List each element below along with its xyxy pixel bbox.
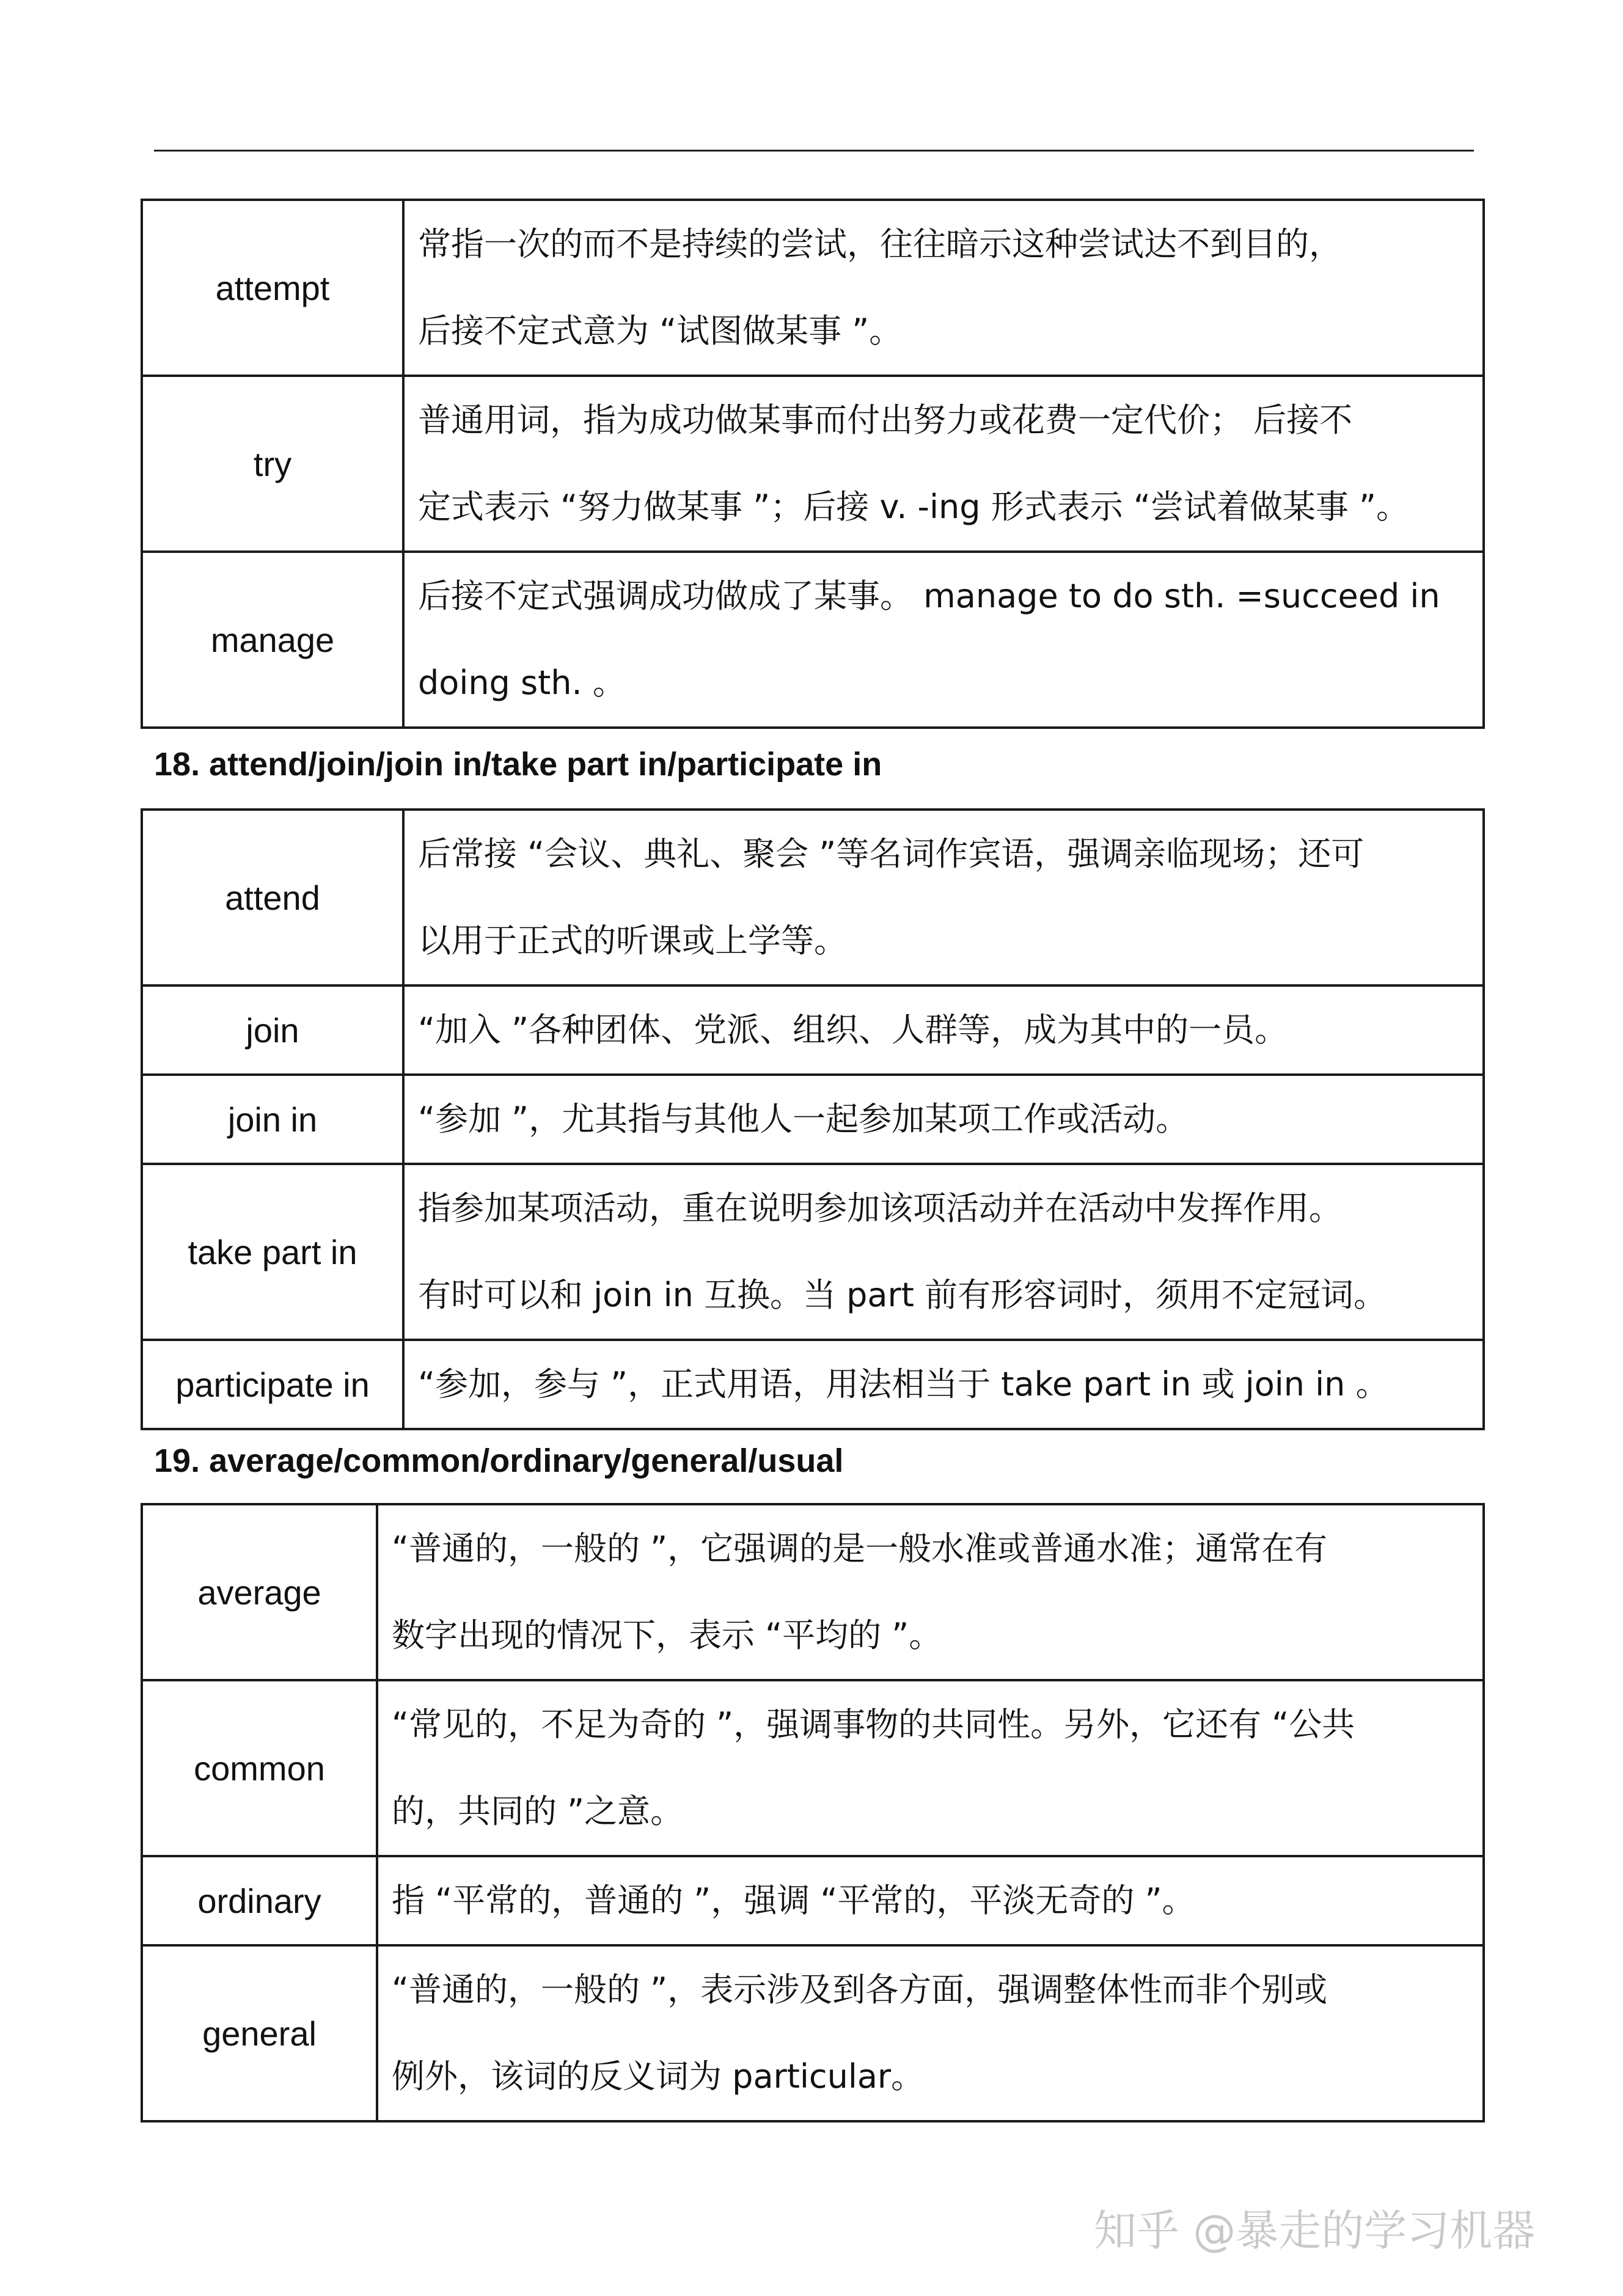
definition-cell <box>377 1680 1484 1856</box>
definition-line: 后接不定式强调成功做成了某事。 manage to do sth. =succeed in <box>418 577 1440 615</box>
table-row <box>142 1680 1484 1856</box>
definition-cell <box>403 200 1484 376</box>
term-cell: ordinary <box>142 1856 377 1945</box>
section-heading-19: 19. average/common/ordinary/general/usual <box>154 1442 844 1479</box>
definition-cell <box>403 985 1484 1075</box>
table-row <box>142 1340 1484 1429</box>
definition-cell <box>403 810 1484 985</box>
table-row <box>142 376 1484 552</box>
definition-cell <box>403 1164 1484 1340</box>
definition-line: “普通的，一般的 ”，表示涉及到各方面，强调整体性而非个别或 <box>392 1970 1328 2009</box>
term-cell: manage <box>142 552 403 728</box>
definition-line: 后常接 “会议、典礼、聚会 ”等名词作宾语，强调亲临现场；还可 <box>418 835 1365 873</box>
term-cell: join <box>142 985 403 1075</box>
term-cell: common <box>142 1680 377 1856</box>
table-row <box>142 1945 1484 2121</box>
definition-line: 后接不定式意为 “试图做某事 ”。 <box>418 312 903 350</box>
term-cell: participate in <box>142 1340 403 1429</box>
definition-cell <box>377 1504 1484 1680</box>
definition-cell <box>403 1340 1484 1429</box>
table-row <box>142 1504 1484 1680</box>
zhihu-watermark: 知乎 @暴走的学习机器 <box>1094 2206 1536 2256</box>
vocab-table-17 <box>141 199 1485 729</box>
vocab-table-18 <box>141 808 1485 1430</box>
table-row <box>142 1075 1484 1164</box>
header-rule <box>154 150 1474 152</box>
vocab-table-19 <box>141 1503 1485 2122</box>
definition-line: 以用于正式的听课或上学等。 <box>418 921 847 960</box>
definition-cell <box>377 1856 1484 1945</box>
definition-line: 指 “平常的，普通的 ”，强调 “平常的，平淡无奇的 ”。 <box>392 1881 1195 1920</box>
term-cell: try <box>142 376 403 552</box>
table-row <box>142 810 1484 985</box>
table-row <box>142 1164 1484 1340</box>
definition-line: 例外，该词的反义词为 particular。 <box>392 2057 925 2096</box>
table-row <box>142 200 1484 376</box>
definition-line: “常见的，不足为奇的 ”，强调事物的共同性。另外，它还有 “公共 <box>392 1705 1355 1744</box>
definition-line: 有时可以和 join in 互换。当 part 前有形容词时，须用不定冠词。 <box>418 1276 1387 1314</box>
definition-line: 普通用词，指为成功做某事而付出努力或花费一定代价； 后接不 <box>418 401 1353 439</box>
term-cell: attend <box>142 810 403 985</box>
definition-line: 指参加某项活动，重在说明参加该项活动并在活动中发挥作用。 <box>418 1189 1342 1227</box>
definition-line: 数字出现的情况下，表示 “平均的 ”。 <box>392 1616 942 1654</box>
definition-line: “参加 ”，尤其指与其他人一起参加某项工作或活动。 <box>418 1100 1189 1138</box>
section-heading-18: 18. attend/join/join in/take part in/participate in <box>154 746 882 783</box>
definition-line: “普通的，一般的 ”，它强调的是一般水准或普通水准；通常在有 <box>392 1529 1328 1568</box>
table-row <box>142 1856 1484 1945</box>
definition-cell <box>403 552 1484 728</box>
definition-line: 定式表示 “努力做某事 ”；后接 v. -ing 形式表示 “尝试着做某事 ”。 <box>418 488 1409 526</box>
term-cell: join in <box>142 1075 403 1164</box>
table-row <box>142 552 1484 728</box>
definition-line: “加入 ”各种团体、党派、组织、人群等，成为其中的一员。 <box>418 1011 1288 1049</box>
definition-line: doing sth. 。 <box>418 664 626 702</box>
term-cell: average <box>142 1504 377 1680</box>
table-row <box>142 985 1484 1075</box>
definition-cell <box>403 1075 1484 1164</box>
term-cell: take part in <box>142 1164 403 1340</box>
definition-line: 的，共同的 ”之意。 <box>392 1792 684 1830</box>
term-cell: attempt <box>142 200 403 376</box>
term-cell: general <box>142 1945 377 2121</box>
definition-line: “参加，参与 ”，正式用语，用法相当于 take part in 或 join in 。 <box>418 1365 1389 1403</box>
definition-line: 常指一次的而不是持续的尝试，往往暗示这种尝试达不到目的， <box>418 225 1342 263</box>
definition-cell <box>403 376 1484 552</box>
definition-cell <box>377 1945 1484 2121</box>
